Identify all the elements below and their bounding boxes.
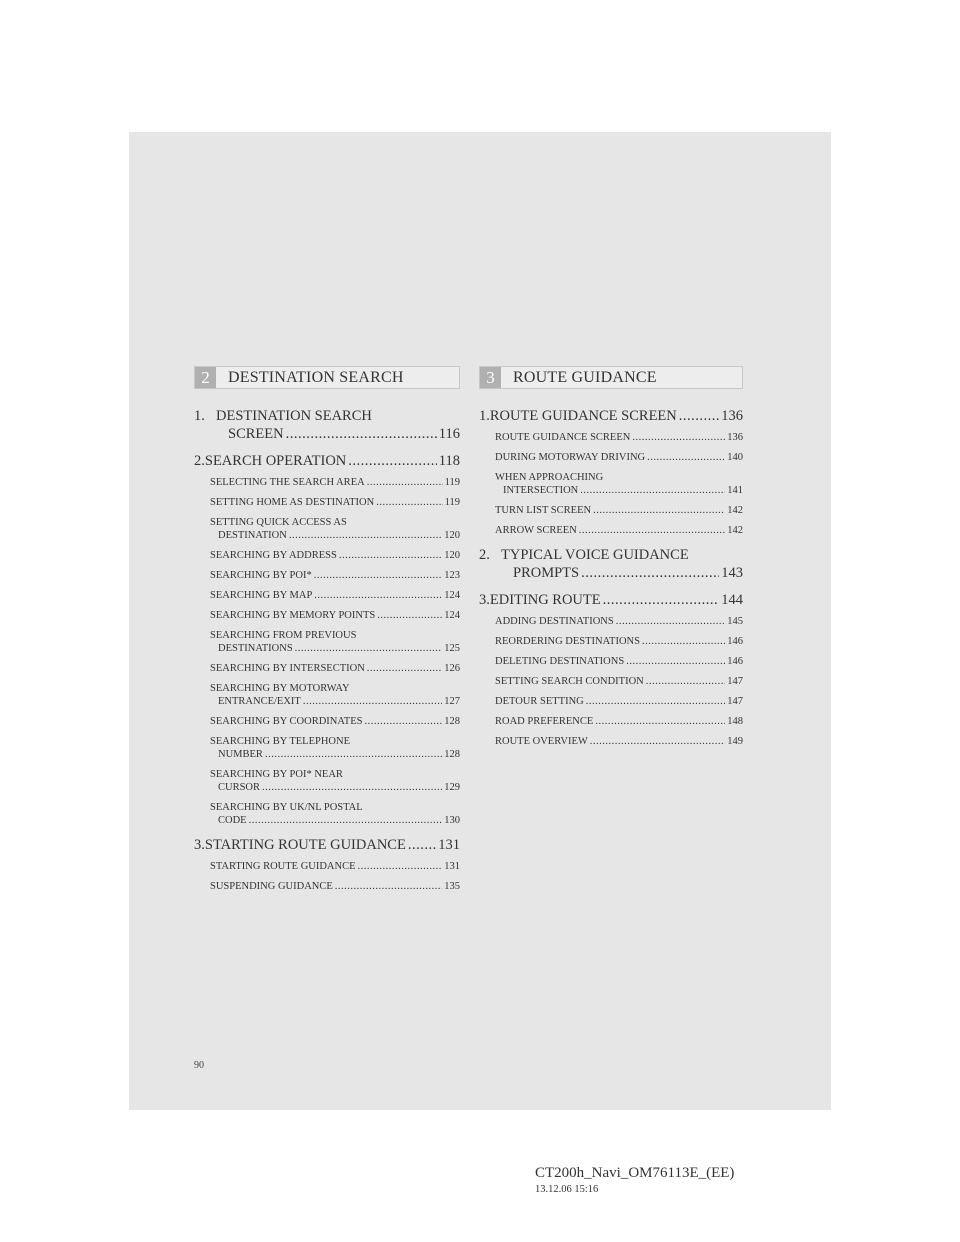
toc-subentry xyxy=(495,504,743,517)
toc-subentry xyxy=(210,735,460,761)
toc-chapter-number: 3. xyxy=(479,592,490,608)
toc-entry-title: PROMPTS xyxy=(513,565,580,581)
toc-page-number: 147 xyxy=(727,696,743,707)
toc-subentry-line: SETTING QUICK ACCESS AS xyxy=(210,517,347,528)
toc-chapter-entry xyxy=(479,407,743,425)
toc-subentry-link[interactable] xyxy=(210,549,460,562)
toc-page-number: 135 xyxy=(444,881,460,892)
section-number: 3 xyxy=(480,367,501,388)
dot-leader xyxy=(586,695,725,708)
toc-entry-title: DESTINATIONS xyxy=(218,643,293,654)
toc-subentry xyxy=(210,516,460,542)
toc-entry-title: SEARCHING BY POI* xyxy=(210,570,312,581)
dot-leader xyxy=(581,564,719,582)
toc-subentry xyxy=(210,880,460,893)
toc-page-number: 131 xyxy=(444,861,460,872)
toc-subentry-link[interactable] xyxy=(210,781,460,794)
toc-chapter-title: TYPICAL VOICE GUIDANCE xyxy=(501,547,689,563)
toc-subentry-link[interactable] xyxy=(495,484,743,497)
toc-page-number: 130 xyxy=(444,815,460,826)
toc-page-number: 146 xyxy=(727,656,743,667)
toc-page-number: 124 xyxy=(444,590,460,601)
dot-leader xyxy=(595,715,725,728)
toc-subentry-link[interactable] xyxy=(495,635,743,648)
toc-page-number: 145 xyxy=(727,616,743,627)
toc-subentry-link[interactable] xyxy=(210,642,460,655)
toc-subentry xyxy=(495,715,743,728)
toc-page-number: 146 xyxy=(727,636,743,647)
toc-entry-title: DELETING DESTINATIONS xyxy=(495,656,625,667)
toc-chapter-line xyxy=(479,546,743,564)
toc-subentry-line: SEARCHING BY POI* NEAR xyxy=(210,769,343,780)
toc-page-number: 136 xyxy=(727,432,743,443)
toc-page-number: 129 xyxy=(444,782,460,793)
toc-subentry-link[interactable] xyxy=(210,496,460,509)
toc-page-number: 125 xyxy=(444,643,460,654)
toc-page-number: 131 xyxy=(438,837,460,853)
toc-subentry-link[interactable] xyxy=(210,589,460,602)
toc-entry-title: DURING MOTORWAY DRIVING xyxy=(495,452,646,463)
toc-entry-title: TURN LIST SCREEN xyxy=(495,505,592,516)
toc-page-number: 118 xyxy=(438,453,460,469)
dot-leader xyxy=(314,589,442,602)
toc-chapter-entry xyxy=(194,407,460,443)
dot-leader xyxy=(314,569,443,582)
toc-subentry xyxy=(495,635,743,648)
toc-entry-title: DETOUR SETTING xyxy=(495,696,584,707)
toc-page-number: 116 xyxy=(438,426,460,442)
toc-subentry-line: SEARCHING FROM PREVIOUS xyxy=(210,630,357,641)
toc-subentry xyxy=(210,629,460,655)
toc-subentry xyxy=(495,615,743,628)
toc-chapter-link[interactable] xyxy=(194,425,460,443)
dot-leader xyxy=(603,591,720,609)
toc-subentry xyxy=(210,682,460,708)
print-footer xyxy=(535,1165,734,1195)
toc-entry-title: CODE xyxy=(218,815,247,826)
dot-leader xyxy=(367,662,442,675)
toc-entry-title: ROUTE GUIDANCE SCREEN xyxy=(495,432,631,443)
dot-leader xyxy=(364,715,442,728)
dot-leader xyxy=(348,452,437,470)
toc-subentry-link[interactable] xyxy=(495,655,743,668)
section-title: DESTINATION SEARCH xyxy=(216,367,459,388)
toc-page-number: 149 xyxy=(727,736,743,747)
toc-subentry xyxy=(210,715,460,728)
dot-leader xyxy=(580,484,725,497)
toc-entry-title: DESTINATION xyxy=(218,530,287,541)
toc-subentry-link[interactable] xyxy=(210,860,460,873)
toc-chapter-number: 2. xyxy=(194,453,205,469)
toc-entry-title: SEARCHING BY MEMORY POINTS xyxy=(210,610,376,621)
toc-column-route-guidance xyxy=(479,366,743,748)
toc-page-number: 144 xyxy=(721,592,743,608)
toc-list xyxy=(194,407,460,893)
toc-chapter-number: 3. xyxy=(194,837,205,853)
toc-subentry-link[interactable] xyxy=(495,504,743,517)
toc-entry-title: ARROW SCREEN xyxy=(495,525,577,536)
dot-leader xyxy=(249,814,443,827)
toc-entry-title: SEARCH OPERATION xyxy=(204,453,347,469)
section-number: 2 xyxy=(195,367,216,388)
toc-subentry-link[interactable] xyxy=(495,615,743,628)
toc-page-number: 141 xyxy=(727,485,743,496)
toc-chapter-link[interactable] xyxy=(194,452,460,470)
page-panel xyxy=(129,132,831,1110)
dot-leader xyxy=(358,860,443,873)
toc-chapter-link[interactable] xyxy=(194,836,460,854)
toc-chapter-title: DESTINATION SEARCH xyxy=(216,408,372,424)
toc-subentry-link[interactable] xyxy=(210,814,460,827)
toc-entry-title: ROUTE OVERVIEW xyxy=(495,736,588,747)
toc-subentry xyxy=(495,675,743,688)
dot-leader xyxy=(265,748,442,761)
dot-leader xyxy=(335,880,442,893)
toc-entry-title: REORDERING DESTINATIONS xyxy=(495,636,640,647)
toc-entry-title: SUSPENDING GUIDANCE xyxy=(210,881,333,892)
toc-subentry xyxy=(495,451,743,464)
toc-subentry-link[interactable] xyxy=(210,662,460,675)
toc-chapter-line xyxy=(194,407,460,425)
toc-entry-title: SETTING HOME AS DESTINATION xyxy=(210,497,375,508)
dot-leader xyxy=(377,609,442,622)
toc-entry-title: STARTING ROUTE GUIDANCE xyxy=(210,861,356,872)
toc-subentry-link[interactable] xyxy=(210,569,460,582)
toc-subentry xyxy=(210,476,460,489)
toc-page-number: 123 xyxy=(444,570,460,581)
toc-subentry xyxy=(210,589,460,602)
toc-entry-title: EDITING ROUTE xyxy=(489,592,601,608)
toc-subentry xyxy=(495,695,743,708)
dot-leader xyxy=(262,781,442,794)
toc-subentry-link[interactable] xyxy=(210,529,460,542)
toc-subentry xyxy=(495,655,743,668)
toc-subentry-link[interactable] xyxy=(495,695,743,708)
toc-entry-title: STARTING ROUTE GUIDANCE xyxy=(204,837,406,853)
toc-entry-title: SEARCHING BY COORDINATES xyxy=(210,716,363,727)
toc-subentry-link[interactable] xyxy=(495,715,743,728)
dot-leader xyxy=(632,431,725,444)
toc-page-number: 120 xyxy=(444,530,460,541)
dot-leader xyxy=(295,642,443,655)
toc-entry-title: ADDING DESTINATIONS xyxy=(495,616,614,627)
toc-subentry-line: WHEN APPROACHING xyxy=(495,472,604,483)
toc-chapter-link[interactable] xyxy=(479,564,743,582)
toc-page-number: 120 xyxy=(444,550,460,561)
toc-subentry-link[interactable] xyxy=(210,695,460,708)
dot-leader xyxy=(339,549,442,562)
toc-page-number: 119 xyxy=(444,477,460,488)
toc-entry-title: SEARCHING BY MAP xyxy=(210,590,313,601)
toc-subentry-link[interactable] xyxy=(210,715,460,728)
dot-leader xyxy=(579,524,725,537)
dot-leader xyxy=(593,504,725,517)
toc-entry-title: SCREEN xyxy=(228,426,284,442)
toc-subentry xyxy=(495,524,743,537)
dot-leader xyxy=(616,615,726,628)
toc-subentry-line: SEARCHING BY TELEPHONE xyxy=(210,736,351,747)
section-header xyxy=(479,366,743,389)
toc-subentry xyxy=(495,471,743,497)
toc-chapter-number: 1. xyxy=(194,408,205,424)
toc-subentry-link[interactable] xyxy=(495,524,743,537)
toc-entry-title: SETTING SEARCH CONDITION xyxy=(495,676,644,687)
print-timestamp: 13.12.06 15:16 xyxy=(535,1184,599,1195)
toc-page-number: 119 xyxy=(444,497,460,508)
toc-subentry-line: SEARCHING BY UK/NL POSTAL xyxy=(210,802,363,813)
toc-entry-title: INTERSECTION xyxy=(503,485,579,496)
toc-subentry xyxy=(210,768,460,794)
toc-subentry-link[interactable] xyxy=(210,609,460,622)
dot-leader xyxy=(642,635,725,648)
dot-leader xyxy=(289,529,442,542)
toc-subentry xyxy=(495,431,743,444)
dot-leader xyxy=(367,476,443,489)
toc-subentry xyxy=(210,860,460,873)
section-title: ROUTE GUIDANCE xyxy=(501,367,742,388)
toc-chapter-number: 1. xyxy=(479,408,490,424)
toc-subentry-link[interactable] xyxy=(495,675,743,688)
dot-leader xyxy=(408,836,436,854)
toc-subentry-link[interactable] xyxy=(210,880,460,893)
section-header xyxy=(194,366,460,389)
toc-entry-title: ROUTE GUIDANCE SCREEN xyxy=(489,408,677,424)
toc-page-number: 143 xyxy=(721,565,743,581)
toc-page-number: 148 xyxy=(727,716,743,727)
toc-entry-title: ENTRANCE/EXIT xyxy=(218,696,301,707)
toc-page-number: 147 xyxy=(727,676,743,687)
toc-entry-title: ROAD PREFERENCE xyxy=(495,716,594,727)
toc-chapter-link[interactable] xyxy=(479,407,743,425)
dot-leader xyxy=(376,496,442,509)
toc-page-number: 128 xyxy=(444,716,460,727)
toc-page-number: 126 xyxy=(444,663,460,674)
toc-subentry-link[interactable] xyxy=(495,451,743,464)
toc-page-number: 127 xyxy=(444,696,460,707)
dot-leader xyxy=(590,735,725,748)
toc-subentry-link[interactable] xyxy=(495,735,743,748)
dot-leader xyxy=(679,407,719,425)
dot-leader xyxy=(647,451,725,464)
toc-subentry xyxy=(210,549,460,562)
toc-subentry-link[interactable] xyxy=(495,431,743,444)
toc-page-number: 128 xyxy=(444,749,460,760)
toc-chapter-number: 2. xyxy=(479,547,490,563)
toc-entry-title: CURSOR xyxy=(218,782,261,793)
toc-chapter-entry xyxy=(479,546,743,582)
toc-chapter-link[interactable] xyxy=(479,591,743,609)
toc-subentry xyxy=(210,569,460,582)
page-number: 90 xyxy=(194,1060,204,1071)
toc-list xyxy=(479,407,743,748)
dot-leader xyxy=(646,675,726,688)
dot-leader xyxy=(626,655,725,668)
toc-subentry xyxy=(210,662,460,675)
toc-chapter-entry xyxy=(194,452,460,470)
toc-column-destination-search xyxy=(194,366,460,893)
toc-subentry xyxy=(495,735,743,748)
toc-subentry-link[interactable] xyxy=(210,748,460,761)
toc-entry-title: SELECTING THE SEARCH AREA xyxy=(210,477,365,488)
dot-leader xyxy=(286,425,437,443)
toc-chapter-entry xyxy=(194,836,460,854)
toc-subentry xyxy=(210,496,460,509)
toc-chapter-entry xyxy=(479,591,743,609)
toc-entry-title: NUMBER xyxy=(218,749,263,760)
toc-page-number: 124 xyxy=(444,610,460,621)
toc-entry-title: SEARCHING BY INTERSECTION xyxy=(210,663,365,674)
toc-page-number: 142 xyxy=(727,505,743,516)
toc-page-number: 140 xyxy=(727,452,743,463)
toc-entry-title: SEARCHING BY ADDRESS xyxy=(210,550,337,561)
toc-page-number: 142 xyxy=(727,525,743,536)
toc-subentry xyxy=(210,801,460,827)
toc-page-number: 136 xyxy=(721,408,743,424)
document-code: CT200h_Navi_OM76113E_(EE) xyxy=(535,1165,735,1181)
dot-leader xyxy=(303,695,442,708)
toc-subentry xyxy=(210,609,460,622)
toc-subentry-line: SEARCHING BY MOTORWAY xyxy=(210,683,350,694)
toc-subentry-link[interactable] xyxy=(210,476,460,489)
